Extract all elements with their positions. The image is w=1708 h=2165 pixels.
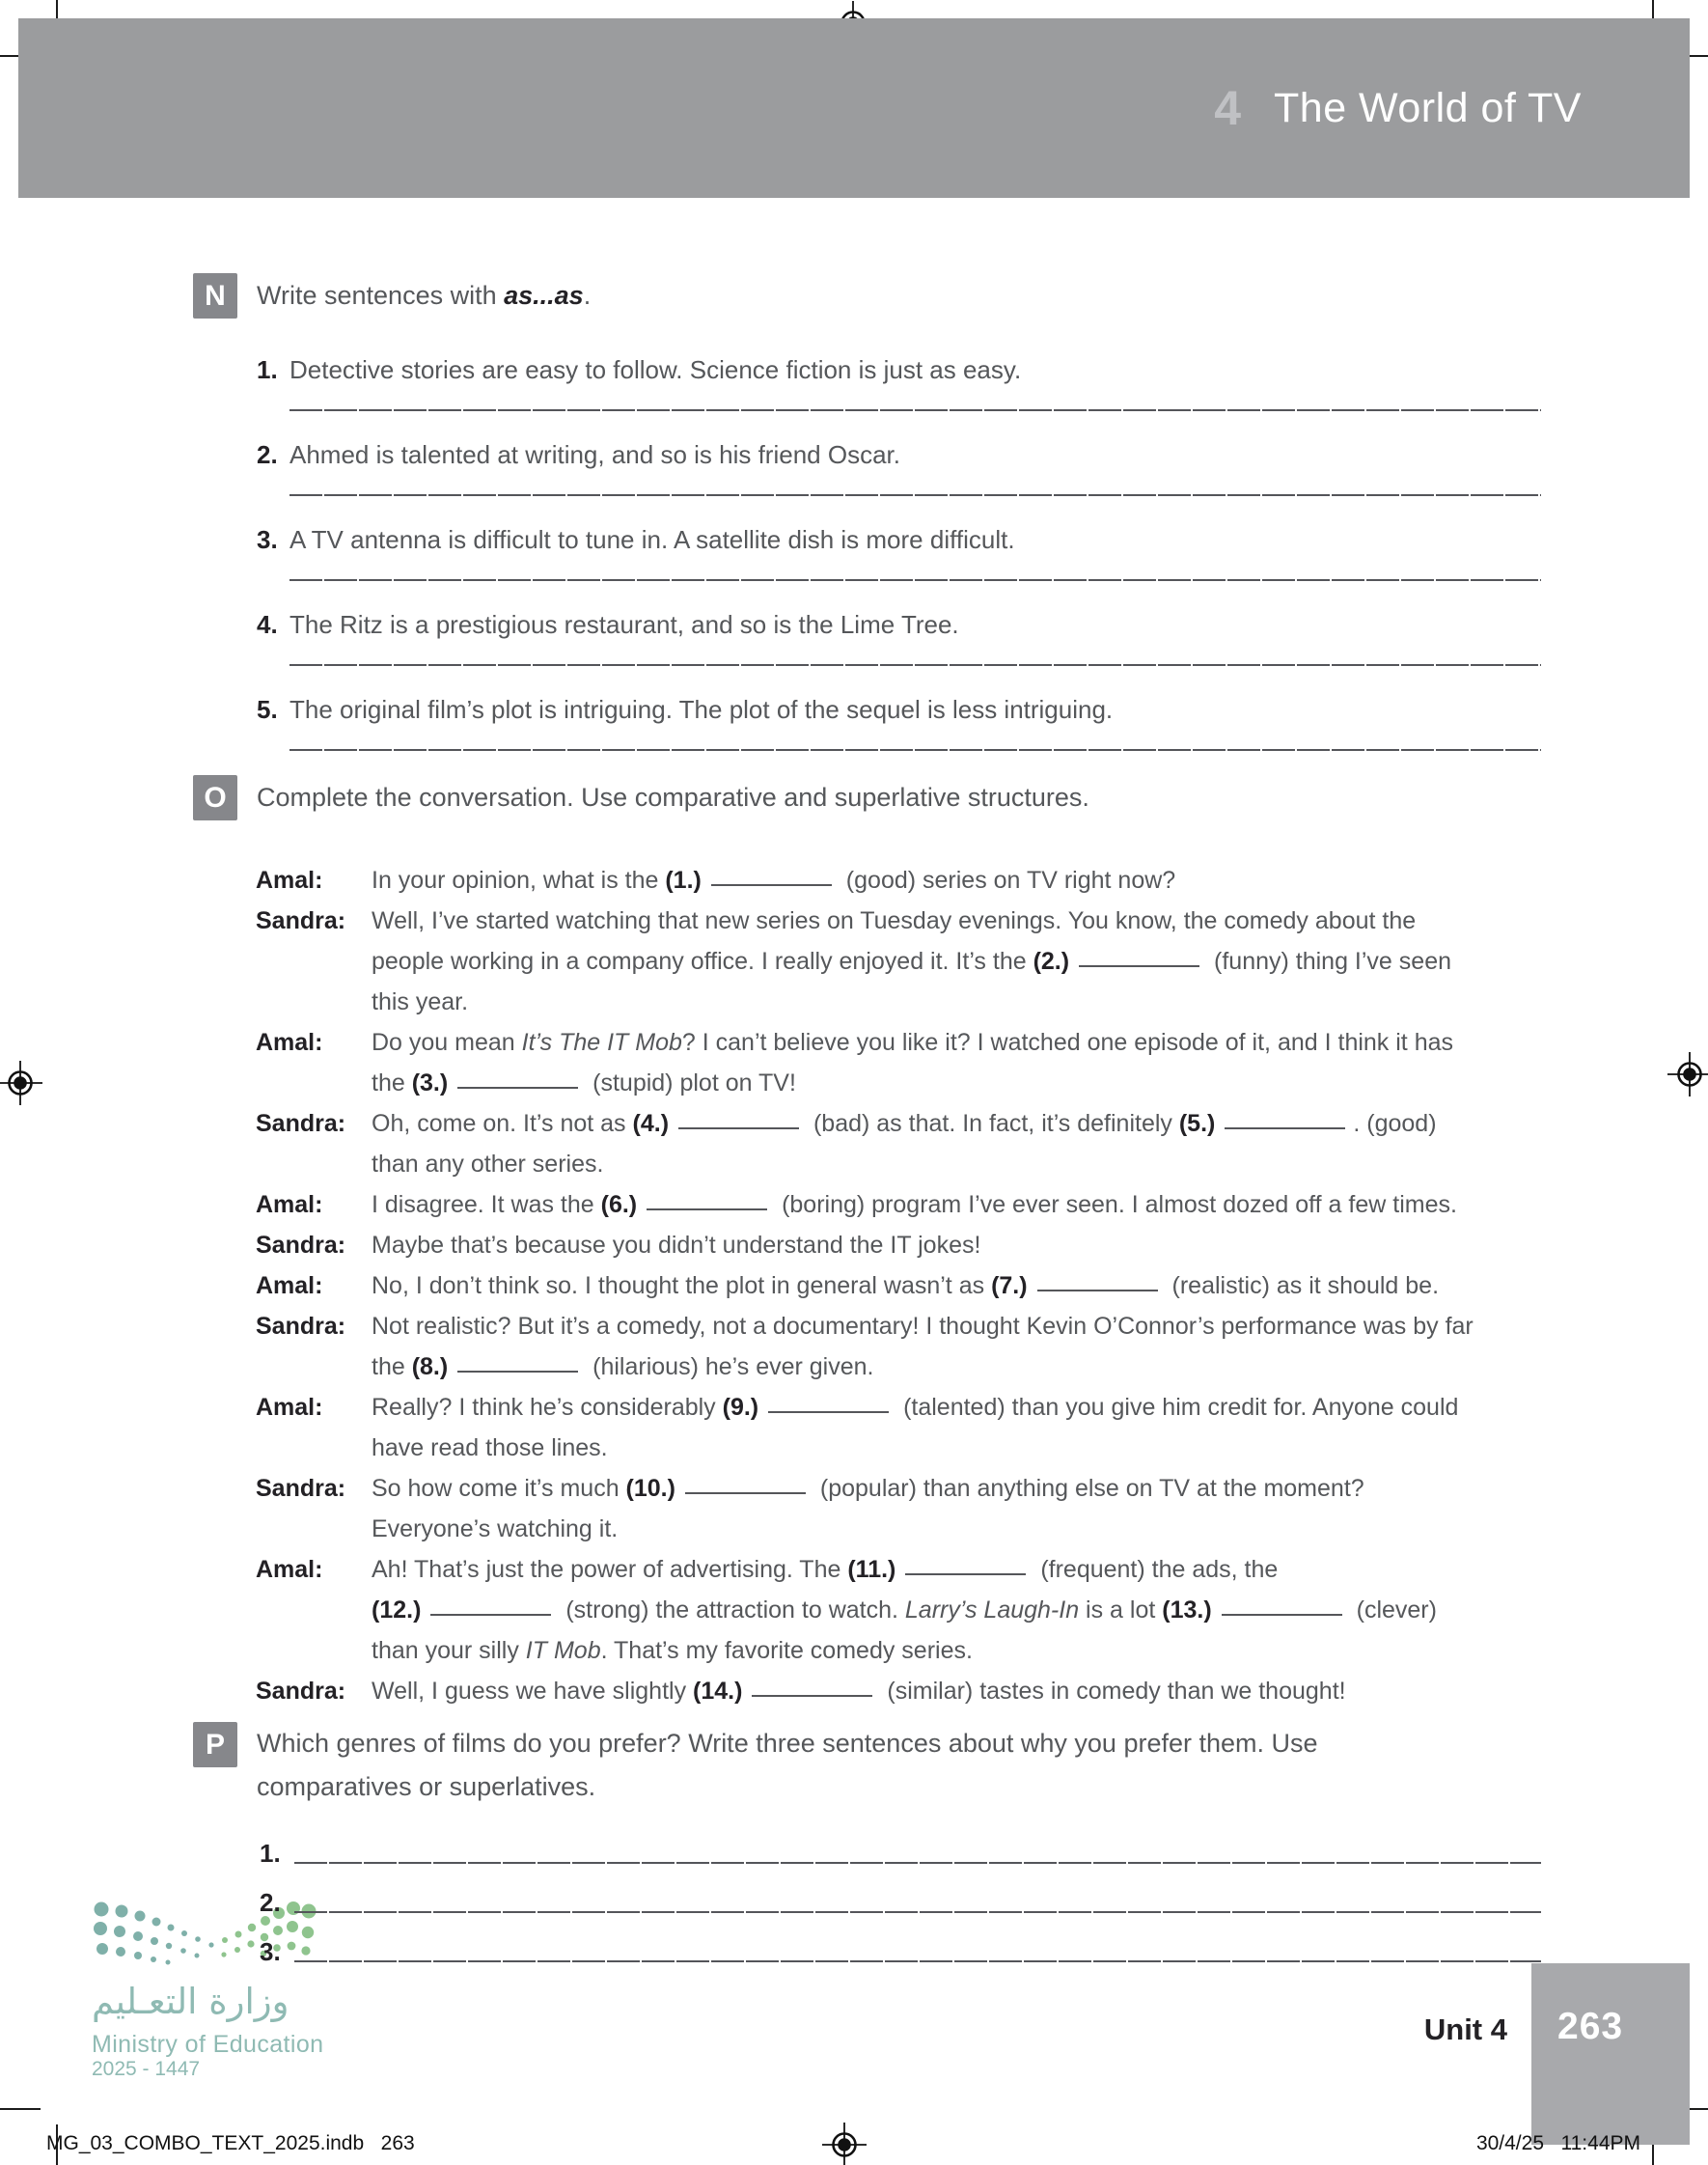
answer-blank (1037, 1290, 1158, 1291)
item-text: The Ritz is a prestigious restaurant, and so is the Lime Tree. (289, 610, 959, 639)
section-o-instruction: Complete the conversation. Use comparative and superlative structures. (257, 783, 1089, 812)
answer-line (294, 1911, 1541, 1913)
dialogue-row (193, 1387, 1640, 1468)
exercise-item (193, 523, 1592, 581)
speaker-label: Amal: (256, 1556, 323, 1583)
dialogue-row (193, 1671, 1640, 1711)
answer-blank (430, 1614, 551, 1616)
section-n-header (193, 273, 1592, 319)
ministry-logo-years: 2025 - 1447 (92, 2058, 201, 2080)
unit-header-band (18, 18, 1690, 198)
dialogue-text: Do you mean It’s The IT Mob? I can’t believe you like it? I watched one episode of it, and I think it has the (3.) (stupid) plot on TV! (372, 1029, 1454, 1096)
speaker-label: Amal: (256, 1029, 323, 1056)
item-text: The original film’s plot is intriguing. The plot of the sequel is less intriguing. (289, 695, 1114, 724)
unit-number: 4 (1214, 81, 1242, 135)
answer-line (289, 749, 1541, 751)
exercise-item (193, 693, 1592, 751)
item-number: 1. (260, 1839, 281, 1868)
section-n-items (193, 353, 1592, 751)
answer-line (294, 1960, 1541, 1962)
answer-blank (647, 1208, 767, 1210)
registration-mark-right-icon (1667, 1051, 1708, 1097)
section-n-instruction: Write sentences with as...as. (257, 281, 592, 310)
answer-blank (905, 1573, 1026, 1575)
page-number-box (1531, 1963, 1690, 2145)
exercise-item (260, 1929, 1640, 1967)
answer-blank (678, 1127, 799, 1129)
ministry-logo-english-text: Ministry of Education (92, 2031, 324, 2058)
section-o-header (193, 775, 1640, 820)
answer-blank (1079, 965, 1199, 967)
answer-blank (457, 1371, 578, 1373)
page-number: 263 (1557, 2006, 1624, 2047)
item-number: 2. (260, 1888, 281, 1917)
dialogue-text: Well, I guess we have slightly (14.) (similar) tastes in comedy than we thought! (372, 1678, 1346, 1705)
dialogue-text: Maybe that’s because you didn’t understand the IT jokes! (372, 1232, 981, 1259)
dialogue-row (193, 1022, 1640, 1103)
answer-blank (752, 1695, 872, 1697)
dialogue-text: Really? I think he’s considerably (9.) (talented) than you give him credit for. Anyone could have read those lines. (372, 1394, 1459, 1461)
section-p-instruction: Which genres of films do you prefer? Write three sentences about why you prefer them. Use comparatives or superlatives. (257, 1729, 1318, 1801)
dialogue-text: So how come it’s much (10.) (popular) than anything else on TV at the moment? Everyone’s watching it. (372, 1475, 1364, 1542)
answer-line (294, 1862, 1541, 1864)
answer-blank (457, 1087, 578, 1089)
dialogue-text: In your opinion, what is the (1.) (good) series on TV right now? (372, 867, 1176, 894)
answer-line (289, 664, 1541, 666)
registration-mark-left-icon (0, 1060, 43, 1106)
item-text: A TV antenna is difficult to tune in. A satellite dish is more difficult. (289, 525, 1015, 554)
speaker-label: Amal: (256, 1272, 323, 1299)
section-n (193, 273, 1592, 778)
registration-mark-bottom-icon (821, 2122, 868, 2165)
section-p (193, 1722, 1640, 1978)
answer-blank (711, 884, 832, 886)
item-number: 4. (257, 610, 278, 639)
item-text: Ahmed is talented at writing, and so is his friend Oscar. (289, 440, 900, 469)
answer-blank (1222, 1614, 1342, 1616)
answer-line (289, 494, 1541, 496)
speaker-label: Sandra: (256, 1475, 346, 1502)
speaker-label: Sandra: (256, 1232, 346, 1259)
unit-label: Unit 4 (1423, 2012, 1507, 2046)
ministry-logo-arabic-text: وزارة التعـليم (92, 1981, 289, 2022)
item-number: 3. (257, 525, 278, 554)
print-filename: MG_03_COMBO_TEXT_2025.indb 263 (46, 2132, 415, 2154)
dialogue-row (193, 1549, 1640, 1671)
exercise-item (193, 353, 1592, 411)
dialogue-text: Well, I’ve started watching that new series on Tuesday evenings. You know, the comedy about the people working in a company office. I really enjoyed it. It’s the (2.) (funny) thing I’ve seen this year. (372, 907, 1451, 1015)
page-title: The World of TV (1274, 84, 1582, 131)
section-o (193, 775, 1640, 1711)
answer-blank (685, 1492, 806, 1494)
section-p-header (193, 1722, 1640, 1809)
crop-mark-bottom-left-horizontal (0, 2108, 41, 2110)
dialogue-row (193, 1225, 1640, 1265)
dialogue-row (193, 1306, 1640, 1387)
item-number: 3. (260, 1937, 281, 1966)
speaker-label: Sandra: (256, 1110, 346, 1137)
dialogue-row (193, 901, 1640, 1022)
answer-line (289, 579, 1541, 581)
dialogue-row (193, 1184, 1640, 1225)
section-o-marker: O (193, 775, 237, 820)
exercise-item (260, 1879, 1640, 1918)
dialogue-row (193, 1103, 1640, 1184)
dialogue-row (193, 860, 1640, 901)
dialogue-text: Oh, come on. It’s not as (4.) (bad) as that. In fact, it’s definitely (5.) . (good) than any other series. (372, 1110, 1437, 1178)
speaker-label: Sandra: (256, 1678, 346, 1705)
dialogue-text: I disagree. It was the (6.) (boring) program I’ve ever seen. I almost dozed off a few times. (372, 1191, 1457, 1218)
answer-blank (768, 1411, 889, 1413)
speaker-label: Amal: (256, 867, 323, 894)
dialogue-text: Ah! That’s just the power of advertising. The (11.) (frequent) the ads, the (12.) (strong) the attraction to watch. Larry’s Laugh-In is a lot (13.) (clever) than your silly IT Mob. That’s my favorite comedy series. (372, 1556, 1437, 1664)
dialogue-row (193, 1468, 1640, 1549)
dialogue-text: No, I don’t think so. I thought the plot in general wasn’t as (7.) (realistic) as it should be. (372, 1272, 1440, 1299)
conversation (193, 860, 1640, 1711)
dialogue-text: Not realistic? But it’s a comedy, not a documentary! I thought Kevin O’Connor’s performance was by far the (8.) (hilarious) he’s ever given. (372, 1313, 1474, 1380)
section-p-marker: P (193, 1722, 237, 1767)
item-text: Detective stories are easy to follow. Science fiction is just as easy. (289, 355, 1022, 384)
speaker-label: Amal: (256, 1394, 323, 1421)
dialogue-row (193, 1265, 1640, 1306)
speaker-label: Sandra: (256, 907, 346, 934)
exercise-item (260, 1830, 1640, 1869)
section-n-marker: N (193, 273, 237, 319)
answer-line (289, 409, 1541, 411)
item-number: 5. (257, 695, 278, 724)
exercise-item (193, 608, 1592, 666)
section-p-items (260, 1830, 1640, 1967)
exercise-item (193, 438, 1592, 496)
item-number: 2. (257, 440, 278, 469)
print-timestamp: 30/4/25 11:44PM (1475, 2132, 1640, 2154)
answer-blank (1225, 1127, 1345, 1129)
item-number: 1. (257, 355, 278, 384)
speaker-label: Sandra: (256, 1313, 346, 1340)
speaker-label: Amal: (256, 1191, 323, 1218)
